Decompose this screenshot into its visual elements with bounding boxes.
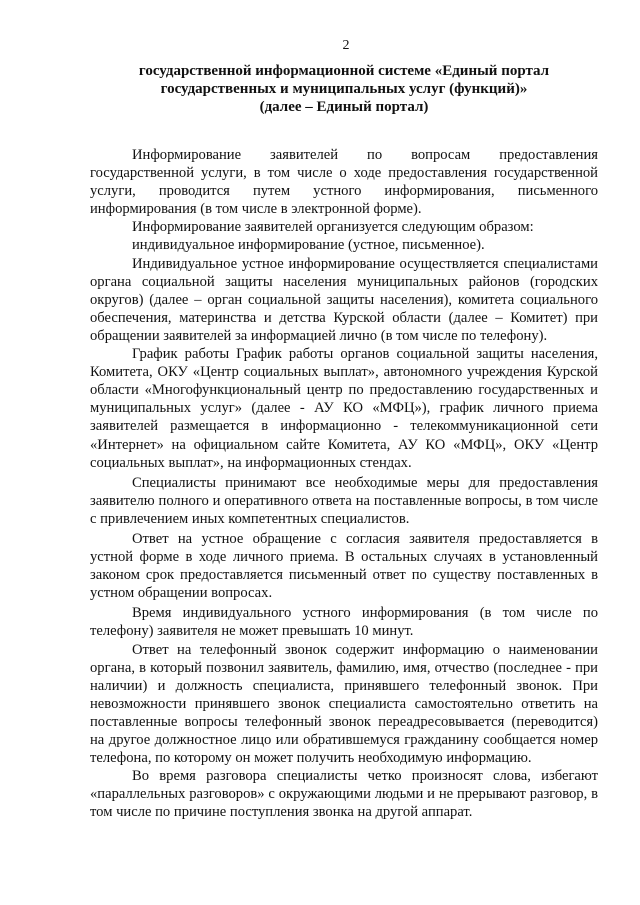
paragraph-work-schedule: График работы График работы органов социальной защиты населения, Комитета, ОКУ «Центр социальных выплат», автономного учреждения Курской области «Многофункциональный центр по предоставлению государственных и муниципальных услуг» (далее - АУ КО «МФЦ»), график личного приема заявителей размещается в информационно - телекоммуникационной сети «Интернет» на официальном сайте Комитета, АУ КО «МФЦ», ОКУ «Центр социальных выплат», на информационных стендах. [90, 346, 598, 471]
paragraph-specialists: Специалисты принимают все необходимые меры для предоставления заявителю полного и оперативного ответа на поставленные вопросы, в том числе с привлечением иных компетентных специалистов. [90, 474, 598, 527]
section-heading [90, 62, 598, 116]
heading-line: государственных и муниципальных услуг (функций)» [160, 81, 528, 97]
heading-line: государственной информационной системе «Единый портал [138, 63, 550, 79]
paragraph-oral-informing: Индивидуальное устное информирование осуществляется специалистами органа социальной защиты населения муниципальных районов (городских округов) (далее – орган социальной защиты населения), комитета социального обеспечения, материнства и детства Курской области (далее – Комитет) при обращении заявителей за информацией лично (в том числе по телефону). [90, 255, 598, 344]
paragraph-organization: Информирование заявителей организуется следующим образом: [132, 219, 534, 236]
paragraph-individual-informing: индивидуальное информирование (устное, письменное). [132, 237, 485, 254]
paragraph-time-limit: Время индивидуального устного информирования (в том числе по телефону) заявителя не может превышать 10 минут. [90, 605, 598, 640]
heading-line: (далее – Единый портал) [259, 99, 429, 115]
page-number: 2 [342, 38, 350, 53]
document-body [90, 146, 598, 821]
paragraph-phone-call: Ответ на телефонный звонок содержит информацию о наименовании органа, в который позвонил заявитель, фамилию, имя, отчество (последнее - при наличии) и должность специалиста, принявшего телефонный звонок. При невозможности принявшего звонок специалиста самостоятельно ответить на поставленные вопросы телефонный звонок переадресовывается (переводится) на другое должностное лицо или обратившемуся гражданину сообщается номер телефона, по которому он может получить необходимую информацию. [90, 641, 598, 767]
paragraph-informing: Информирование заявителей по вопросам предоставления государственной услуги, в том числе о ходе предоставления государственной услуги, проводится путем устного информирования, письменного информирования (в том числе в электронной форме). [90, 147, 598, 218]
paragraph-conversation: Во время разговора специалисты четко произносят слова, избегают «параллельных разговоров» с окружающими людьми и не прерывают разговор, в том числе по причине поступления звонка на другой аппарат. [90, 768, 598, 821]
paragraph-oral-response: Ответ на устное обращение с согласия заявителя предоставляется в устной форме в ходе личного приема. В остальных случаях в установленный законом срок предоставляется письменный ответ по существу поставленных в устном обращении вопросах. [90, 530, 598, 602]
